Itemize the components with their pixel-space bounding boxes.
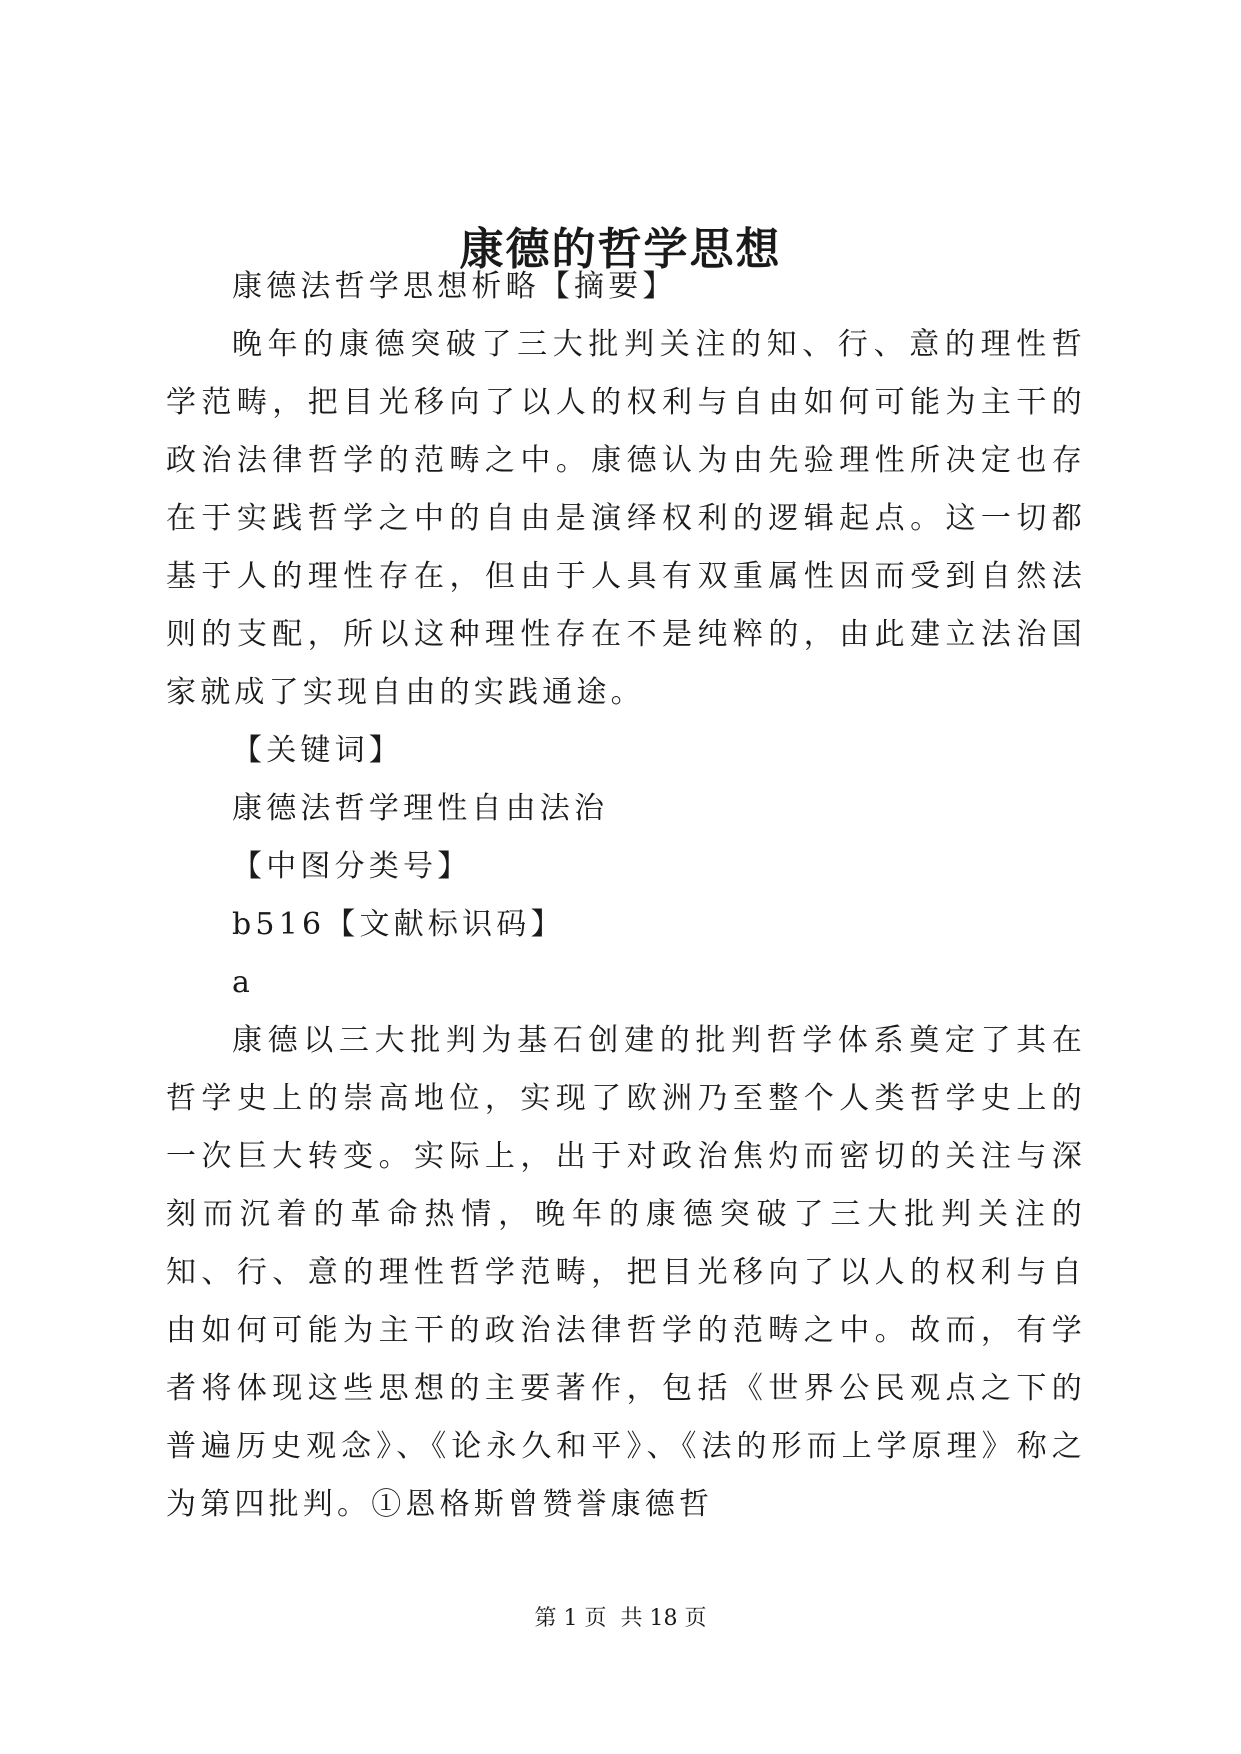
paragraph-abstract: 晚年的康德突破了三大批判关注的知、行、意的理性哲学范畴，把目光移向了以人的权利与自由如何可能为主干的政治法律哲学的范畴之中。康德认为由先验理性所决定也存在于实践哲学之中的自由是演绎权利的逻辑起点。这一切都基于人的理性存在，但由于人具有双重属性因而受到自然法则的支配，所以这种理性存在不是纯粹的，由此建立法治国家就成了实现自由的实践通途。 (166, 327, 1086, 710)
paragraph-classification-code: b516【文献标识码】 (232, 907, 565, 942)
page-footer (0, 1604, 1241, 1634)
document-body (166, 258, 1086, 1534)
paragraph-classification-label: 【中图分类号】 (232, 849, 472, 884)
paragraph-body-intro: 康德以三大批判为基石创建的批判哲学体系奠定了其在哲学史上的崇高地位，实现了欧洲乃至整个人类哲学史上的一次巨大转变。实际上，出于对政治焦灼而密切的关注与深刻而沉着的革命热情，晚年的康德突破了三大批判关注的知、行、意的理性哲学范畴，把目光移向了以人的权利与自由如何可能为主干的政治法律哲学的范畴之中。故而，有学者将体现这些思想的主要著作，包括《世界公民观点之下的普遍历史观念》、《论永久和平》、《法的形而上学原理》称之为第四批判。①恩格斯曾赞誉康德哲 (166, 1023, 1086, 1522)
paragraph-document-code: a (232, 965, 255, 1000)
paragraph-keywords: 康德法哲学理性自由法治 (232, 791, 609, 826)
paragraph-keywords-label: 【关键词】 (232, 733, 403, 768)
page-number-label: 第 1 页 共 18 页 (534, 1606, 707, 1631)
paragraph-heading-abstract: 康德法哲学思想析略【摘要】 (232, 269, 677, 304)
document-title: 康德的哲学思想 (459, 224, 782, 275)
